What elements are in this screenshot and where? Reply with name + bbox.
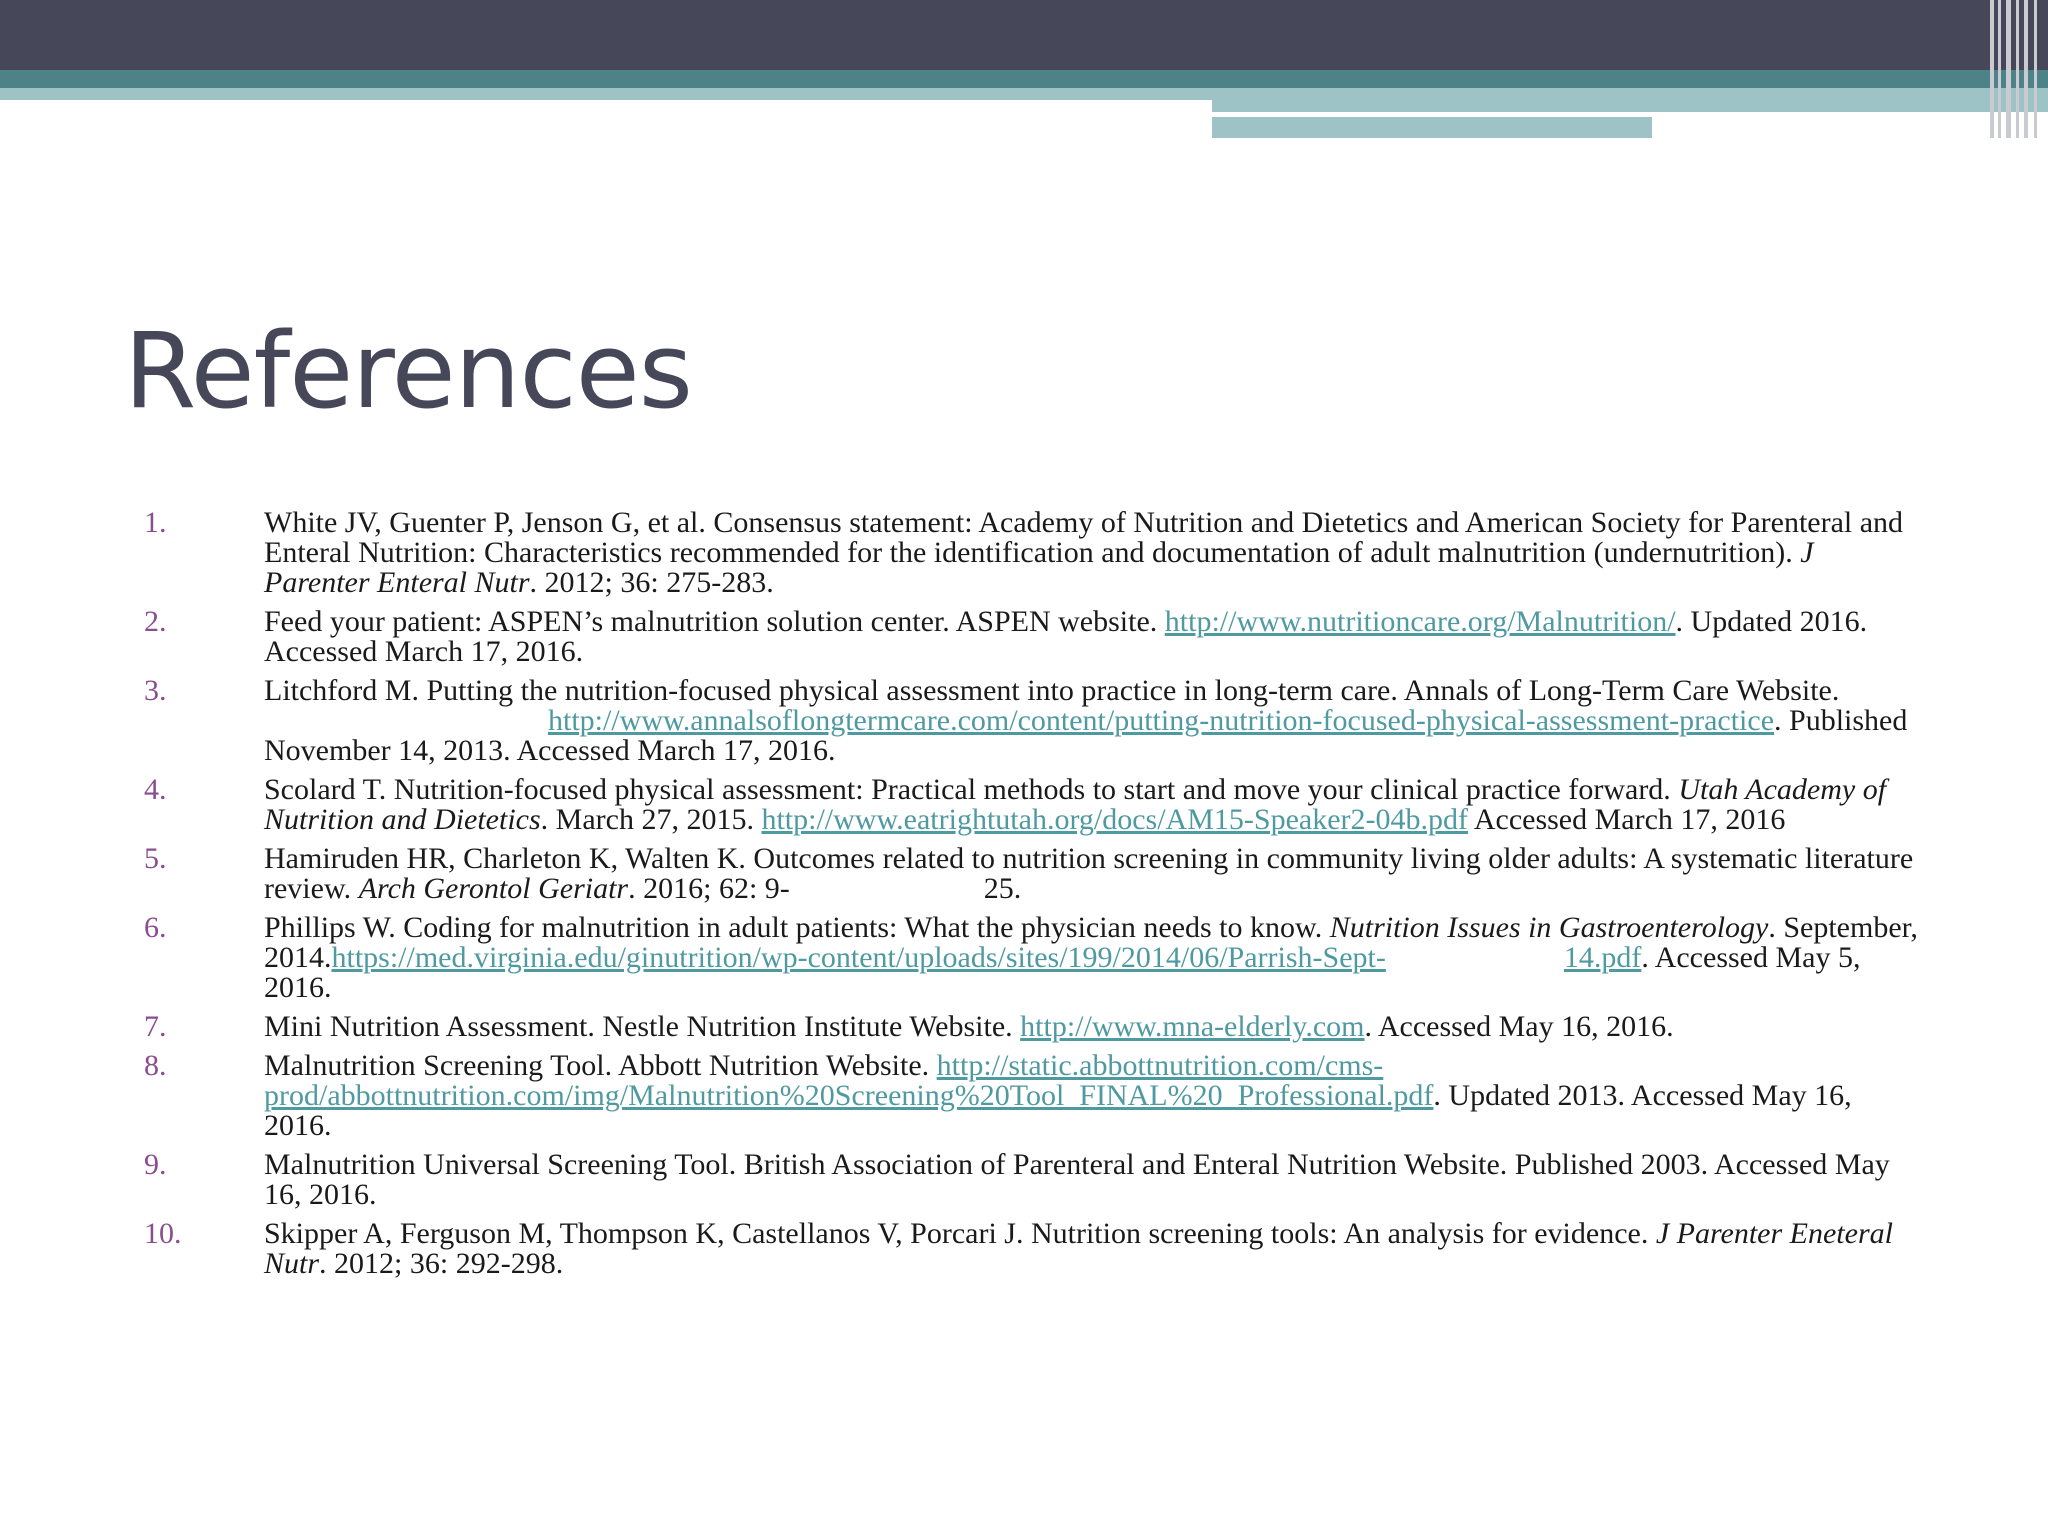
- reference-text: . March 27, 2015.: [540, 803, 762, 836]
- reference-item: [144, 508, 1924, 598]
- reference-link[interactable]: http://www.nutritioncare.org/Malnutrition/: [1164, 605, 1676, 638]
- reference-item: [144, 607, 1924, 667]
- reference-text: . Updated 2013. Accessed May 16, 2016.: [264, 1079, 1852, 1142]
- reference-number: 9.: [144, 1148, 167, 1181]
- header-stripe: [2024, 0, 2028, 138]
- reference-number: 6.: [144, 911, 167, 944]
- slide-title: References: [124, 310, 692, 432]
- reference-list: [144, 508, 1924, 1288]
- header-teal-band: [0, 70, 2048, 88]
- reference-text: Feed your patient: ASPEN’s malnutrition solution center. ASPEN website.: [264, 605, 1165, 638]
- reference-item: [144, 844, 1924, 904]
- journal-title: J Parenter Eneteral Nutr: [264, 1217, 1893, 1280]
- reference-text: . Published November 14, 2013. Accessed March 17, 2016.: [264, 704, 1908, 767]
- header-stripe: [2016, 0, 2019, 138]
- header-light-band-left: [0, 88, 1212, 100]
- reference-text: . Accessed May 5, 2016.: [264, 941, 1861, 1004]
- reference-text: Hamiruden HR, Charleton K, Walten K. Outcomes related to nutrition screening in community living older adults: A systematic literature review.: [264, 842, 1914, 905]
- reference-text: 25.: [983, 872, 1022, 905]
- reference-text: . 2012; 36: 275-283.: [529, 566, 774, 599]
- reference-item: [144, 1051, 1924, 1141]
- journal-title: Arch Gerontol Geriatr: [358, 872, 629, 905]
- reference-text: Phillips W. Coding for malnutrition in adult patients: What the physician needs to know.: [264, 911, 1330, 944]
- reference-item: [144, 775, 1924, 835]
- reference-item: [144, 1012, 1924, 1042]
- reference-text: Malnutrition Screening Tool. Abbott Nutrition Website.: [264, 1049, 937, 1082]
- reference-link[interactable]: http://www.mna-elderly.com: [1020, 1010, 1365, 1043]
- header-light-band-right: [1212, 88, 2048, 112]
- reference-text: Accessed March 17, 2016: [1468, 803, 1786, 836]
- reference-item: [144, 913, 1924, 1003]
- reference-link[interactable]: https://med.virginia.edu/ginutrition/wp-content/uploads/sites/199/2014/06/Parrish-Sept-: [331, 941, 1386, 974]
- reference-link[interactable]: http://www.eatrightutah.org/docs/AM15-Speaker2-04b.pdf: [761, 803, 1468, 836]
- reference-text: Litchford M. Putting the nutrition-focused physical assessment into practice in long-term care. Annals of Long-Term Care Website.: [264, 674, 1840, 707]
- reference-number: 5.: [144, 842, 167, 875]
- reference-number: 8.: [144, 1049, 167, 1082]
- header-dark-bar: [0, 0, 2048, 70]
- reference-number: 4.: [144, 773, 167, 806]
- reference-item: [144, 1219, 1924, 1279]
- header-light-band-lower: [1212, 117, 1652, 138]
- reference-text: White JV, Guenter P, Jenson G, et al. Consensus statement: Academy of Nutrition and Dietetics and American Society for Parenteral and Enteral Nutrition: Characteristics recommended for the identification and documentation of adult malnutrition (undernutrition).: [264, 506, 1904, 569]
- reference-link[interactable]: 14.pdf: [1563, 941, 1642, 974]
- reference-text: . September, 2014.: [264, 911, 1918, 974]
- reference-number: 10.: [144, 1217, 182, 1250]
- header-stripe: [1990, 0, 1994, 138]
- reference-text: . 2016; 62: 9-: [628, 872, 790, 905]
- reference-text: Malnutrition Universal Screening Tool. British Association of Parenteral and Enteral Nutrition Website. Published 2003. Accessed May 16, 2016.: [264, 1148, 1890, 1211]
- reference-number: 2.: [144, 605, 167, 638]
- journal-title: Nutrition Issues in Gastroenterology: [1329, 911, 1769, 944]
- reference-link[interactable]: http://www.annalsoflongtermcare.com/content/putting-nutrition-focused-physical-assessment-practice: [548, 704, 1775, 737]
- reference-item: [144, 676, 1924, 766]
- reference-text: Skipper A, Ferguson M, Thompson K, Castellanos V, Porcari J. Nutrition screening tools: An analysis for evidence.: [264, 1217, 1656, 1250]
- reference-item: [144, 1150, 1924, 1210]
- header-stripe: [1998, 0, 2001, 138]
- header-stripe: [2006, 0, 2011, 138]
- reference-link[interactable]: http://static.abbottnutrition.com/cms-prod/abbottnutrition.com/img/Malnutrition%20Screening%20Tool_FINAL%20_Professional.pdf: [264, 1049, 1434, 1112]
- journal-title: Utah Academy of Nutrition and Dietetics: [264, 773, 1887, 836]
- header-stripe: [2034, 0, 2037, 138]
- reference-text: Mini Nutrition Assessment. Nestle Nutrition Institute Website.: [264, 1010, 1021, 1043]
- journal-title: J Parenter Enteral Nutr: [264, 536, 1814, 599]
- reference-number: 3.: [144, 674, 167, 707]
- reference-text: . Updated 2016. Accessed March 17, 2016.: [264, 605, 1868, 668]
- reference-text: . 2012; 36: 292-298.: [319, 1247, 564, 1280]
- reference-text: Scolard T. Nutrition-focused physical assessment: Practical methods to start and move your clinical practice forward.: [264, 773, 1679, 806]
- reference-number: 1.: [144, 506, 167, 539]
- reference-number: 7.: [144, 1010, 167, 1043]
- reference-text: . Accessed May 16, 2016.: [1364, 1010, 1674, 1043]
